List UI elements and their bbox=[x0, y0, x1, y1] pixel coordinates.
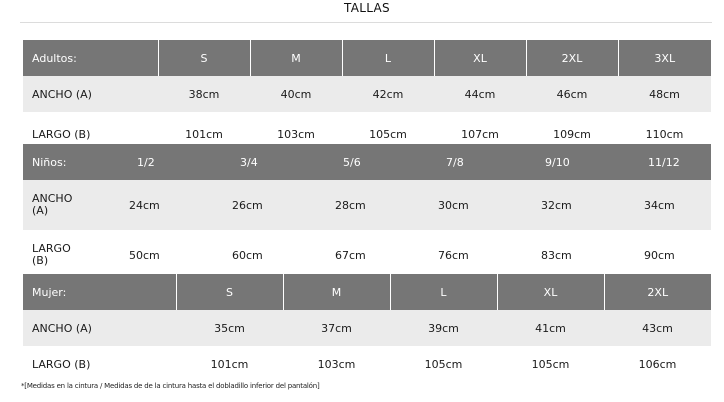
table-cell: 39cm bbox=[390, 310, 497, 346]
table-cell: 76cm bbox=[402, 230, 505, 280]
table-cell: 50cm bbox=[93, 230, 196, 280]
table-cell: 41cm bbox=[497, 310, 604, 346]
adultos-header-row bbox=[23, 40, 711, 76]
size-header: L bbox=[342, 40, 434, 76]
table-cell: 60cm bbox=[196, 230, 299, 280]
size-header: XL bbox=[497, 274, 604, 310]
mujer-label: Mujer: bbox=[23, 274, 176, 310]
size-header: 3/4 bbox=[196, 144, 299, 180]
table-cell: 101cm bbox=[176, 346, 283, 382]
table-cell: 37cm bbox=[283, 310, 390, 346]
adultos-size-table bbox=[23, 40, 711, 148]
table-cell: 103cm bbox=[250, 112, 342, 148]
table-cell: 67cm bbox=[299, 230, 402, 280]
table-cell: 43cm bbox=[604, 310, 711, 346]
row-label: LARGO (B) bbox=[23, 346, 176, 382]
table-cell: 106cm bbox=[604, 346, 711, 382]
row-label: LARGO (B) bbox=[23, 112, 158, 148]
row-label bbox=[23, 230, 93, 280]
row-label-line: LARGO bbox=[32, 242, 71, 255]
table-cell: 40cm bbox=[250, 76, 342, 112]
table-cell: 35cm bbox=[176, 310, 283, 346]
ninos-header-row bbox=[23, 144, 711, 180]
table-cell: 26cm bbox=[196, 180, 299, 230]
adultos-ancho-row bbox=[23, 76, 711, 112]
row-label-line: (A) bbox=[32, 204, 49, 217]
size-header: L bbox=[390, 274, 497, 310]
row-label: ANCHO (A) bbox=[23, 310, 176, 346]
table-cell: 38cm bbox=[158, 76, 250, 112]
table-cell: 90cm bbox=[608, 230, 711, 280]
ninos-size-table bbox=[23, 144, 711, 280]
size-header: 5/6 bbox=[299, 144, 402, 180]
size-header: M bbox=[250, 40, 342, 76]
row-label-line: ANCHO bbox=[32, 192, 73, 205]
table-cell: 103cm bbox=[283, 346, 390, 382]
size-header: S bbox=[158, 40, 250, 76]
table-cell: 48cm bbox=[618, 76, 711, 112]
size-header: 2XL bbox=[604, 274, 711, 310]
ninos-ancho-row bbox=[23, 180, 711, 230]
table-cell: 28cm bbox=[299, 180, 402, 230]
size-header: 9/10 bbox=[505, 144, 608, 180]
size-header: M bbox=[283, 274, 390, 310]
footnote: *[Medidas en la cintura / Medidas de de la cintura hasta el dobladillo inferior del pantalón] bbox=[21, 382, 320, 390]
row-label: ANCHO (A) bbox=[23, 76, 158, 112]
mujer-size-table bbox=[23, 274, 711, 382]
table-cell: 101cm bbox=[158, 112, 250, 148]
table-cell: 30cm bbox=[402, 180, 505, 230]
size-header: 7/8 bbox=[402, 144, 505, 180]
ninos-label: Niños: bbox=[23, 144, 93, 180]
adultos-largo-row bbox=[23, 112, 711, 148]
table-cell: 105cm bbox=[342, 112, 434, 148]
ninos-largo-row bbox=[23, 230, 711, 280]
table-cell: 109cm bbox=[526, 112, 618, 148]
page-title: TALLAS bbox=[344, 1, 390, 15]
table-cell: 105cm bbox=[497, 346, 604, 382]
mujer-largo-row bbox=[23, 346, 711, 382]
mujer-ancho-row bbox=[23, 310, 711, 346]
table-cell: 24cm bbox=[93, 180, 196, 230]
size-header: 2XL bbox=[526, 40, 618, 76]
table-cell: 107cm bbox=[434, 112, 526, 148]
row-label-line: (B) bbox=[32, 254, 49, 267]
size-header: 3XL bbox=[618, 40, 711, 76]
title-divider bbox=[20, 22, 712, 23]
size-header: XL bbox=[434, 40, 526, 76]
row-label bbox=[23, 180, 93, 230]
table-cell: 42cm bbox=[342, 76, 434, 112]
table-cell: 110cm bbox=[618, 112, 711, 148]
size-header: 11/12 bbox=[608, 144, 711, 180]
size-header: 1/2 bbox=[93, 144, 196, 180]
table-cell: 83cm bbox=[505, 230, 608, 280]
table-cell: 46cm bbox=[526, 76, 618, 112]
mujer-header-row bbox=[23, 274, 711, 310]
table-cell: 32cm bbox=[505, 180, 608, 230]
table-cell: 44cm bbox=[434, 76, 526, 112]
table-cell: 105cm bbox=[390, 346, 497, 382]
adultos-label: Adultos: bbox=[23, 40, 158, 76]
size-header: S bbox=[176, 274, 283, 310]
table-cell: 34cm bbox=[608, 180, 711, 230]
